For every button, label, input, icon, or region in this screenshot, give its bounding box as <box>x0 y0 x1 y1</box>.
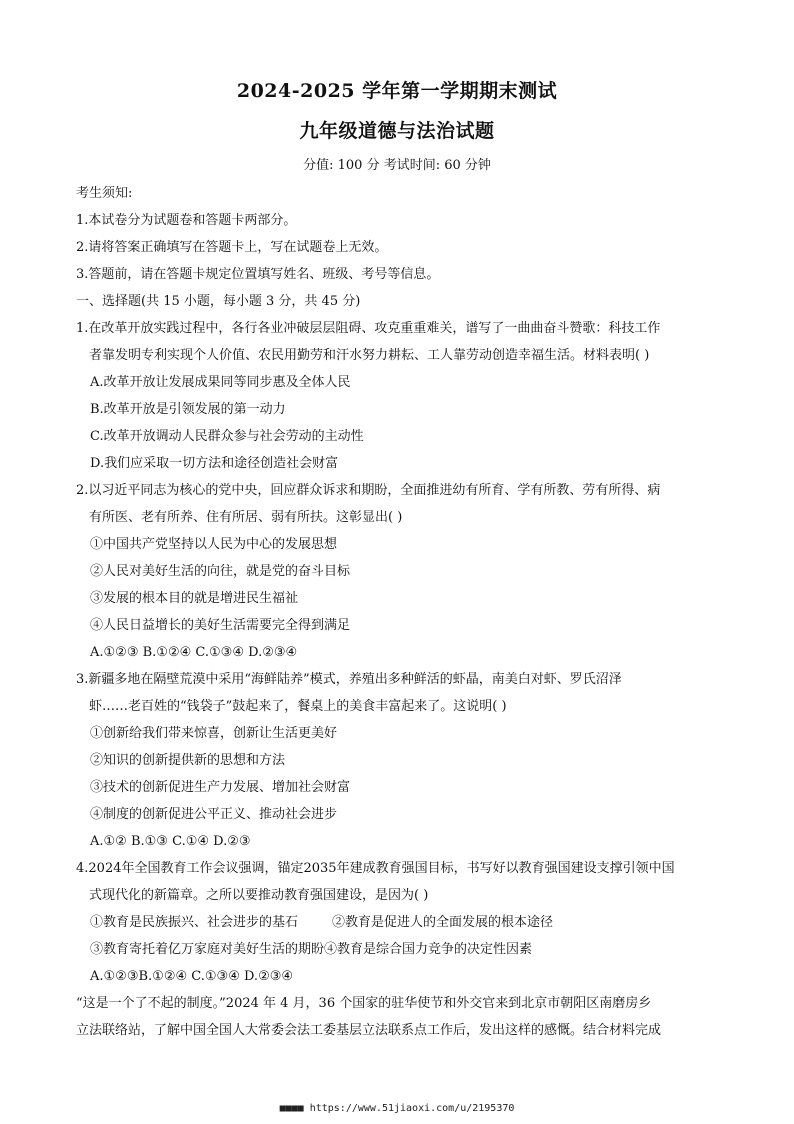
question-1-text: 1.在改革开放实践过程中，各行各业冲破层层阻碍、攻克重重难关，谱写了一曲曲奋斗赞歌：科技工作 <box>76 321 661 336</box>
question-1-option-d: D.我们应采取一切方法和途径创造社会财富 <box>90 456 339 471</box>
question-2-item: ①中国共产党坚持以人民为中心的发展思想 <box>90 537 338 552</box>
question-3-item: ③技术的创新促进生产力发展、增加社会财富 <box>90 780 351 795</box>
question-3-item: ④制度的创新促进公平正义、推动社会进步 <box>90 807 338 822</box>
question-3-text-cont: 虾……老百姓的“钱袋子”鼓起来了，餐桌上的美食丰富起来了。这说明( ) <box>89 699 507 714</box>
question-3-item: ①创新给我们带来惊喜，创新让生活更美好 <box>90 726 338 741</box>
question-4-item: ③教育寄托着亿万家庭对美好生活的期盼 <box>90 942 325 957</box>
passage-text: “这是一个了不起的制度。”2024 年 4 月，36 个国家的驻华使节和外交官来到北京市朝阳区南磨房乡 <box>76 996 652 1011</box>
question-4-text-cont: 式现代化的新篇章。之所以要推动教育强国建设，是因为( ) <box>89 888 429 903</box>
notice-heading: 考生须知: <box>76 186 133 201</box>
question-3-item: ②知识的创新提供新的思想和方法 <box>90 753 286 768</box>
question-4-item: ④教育是综合国力竞争的决定性因素 <box>324 942 533 957</box>
exam-meta: 分值: 100 分 考试时间: 60 分钟 <box>303 158 491 173</box>
question-4-items-row <box>76 909 716 936</box>
question-4-item: ②教育是促进人的全面发展的根本途径 <box>332 915 554 930</box>
question-1-option-b: B.改革开放是引领发展的第一动力 <box>90 402 286 417</box>
exam-subtitle: 九年级道德与法治试题 <box>299 120 495 142</box>
question-2-text-cont: 有所医、老有所养、住有所居、弱有所扶。这彰显出( ) <box>89 510 403 525</box>
question-2-text: 2.以习近平同志为核心的党中央，回应群众诉求和期盼，全面推进幼有所育、学有所教、劳有所得、病 <box>76 483 661 498</box>
exam-content <box>76 180 716 1044</box>
question-3-answers: A.①② B.①③ C.①④ D.②③ <box>90 834 251 849</box>
question-1-text-cont: 者靠发明专利实现个人价值、农民用勤劳和汗水努力耕耘、工人靠劳动创造幸福生活。材料表明( ) <box>89 348 650 363</box>
question-2-item: ③发展的根本目的就是增进民生福祉 <box>90 591 299 606</box>
question-4-text: 4.2024年全国教育工作会议强调，锚定2035年建成教育强国目标，书写好以教育强国建设支撑引领中国 <box>76 861 675 876</box>
notice-item: 3.答题前，请在答题卡规定位置填写姓名、班级、考号等信息。 <box>76 267 440 282</box>
question-1-option-c: C.改革开放调动人民群众参与社会劳动的主动性 <box>90 429 364 444</box>
passage-text-cont: 立法联络站，了解中国全国人大常委会法工委基层立法联系点工作后，发出这样的感慨。结合材料完成 <box>76 1023 662 1038</box>
question-1-option-a: A.改革开放让发展成果同等同步惠及全体人民 <box>90 375 351 390</box>
question-4-items-row <box>76 936 716 963</box>
section-heading: 一、选择题(共 15 小题，每小题 3 分，共 45 分) <box>76 294 361 309</box>
question-2-item: ②人民对美好生活的向往，就是党的奋斗目标 <box>90 564 351 579</box>
source-watermark: ■■■■ https://www.51jiaoxi.com/u/2195370 <box>279 1103 515 1114</box>
question-2-answers: A.①②③ B.①②④ C.①③④ D.②③④ <box>90 645 298 660</box>
question-4-answers: A.①②③B.①②④ C.①③④ D.②③④ <box>90 969 294 984</box>
question-2-item: ④人民日益增长的美好生活需要完全得到满足 <box>90 618 351 633</box>
notice-item: 2.请将答案正确填写在答题卡上，写在试题卷上无效。 <box>76 240 388 255</box>
exam-title: 2024-2025 学年第一学期期末测试 <box>236 80 558 102</box>
question-3-text: 3.新疆多地在隔壁荒漠中采用“海鲜陆养”模式，养殖出多种鲜活的虾晶，南美白对虾、罗氏沼泽 <box>76 672 622 687</box>
notice-item: 1.本试卷分为试题卷和答题卡两部分。 <box>76 213 297 228</box>
question-4-item: ①教育是民族振兴、社会进步的基石 <box>90 915 299 930</box>
